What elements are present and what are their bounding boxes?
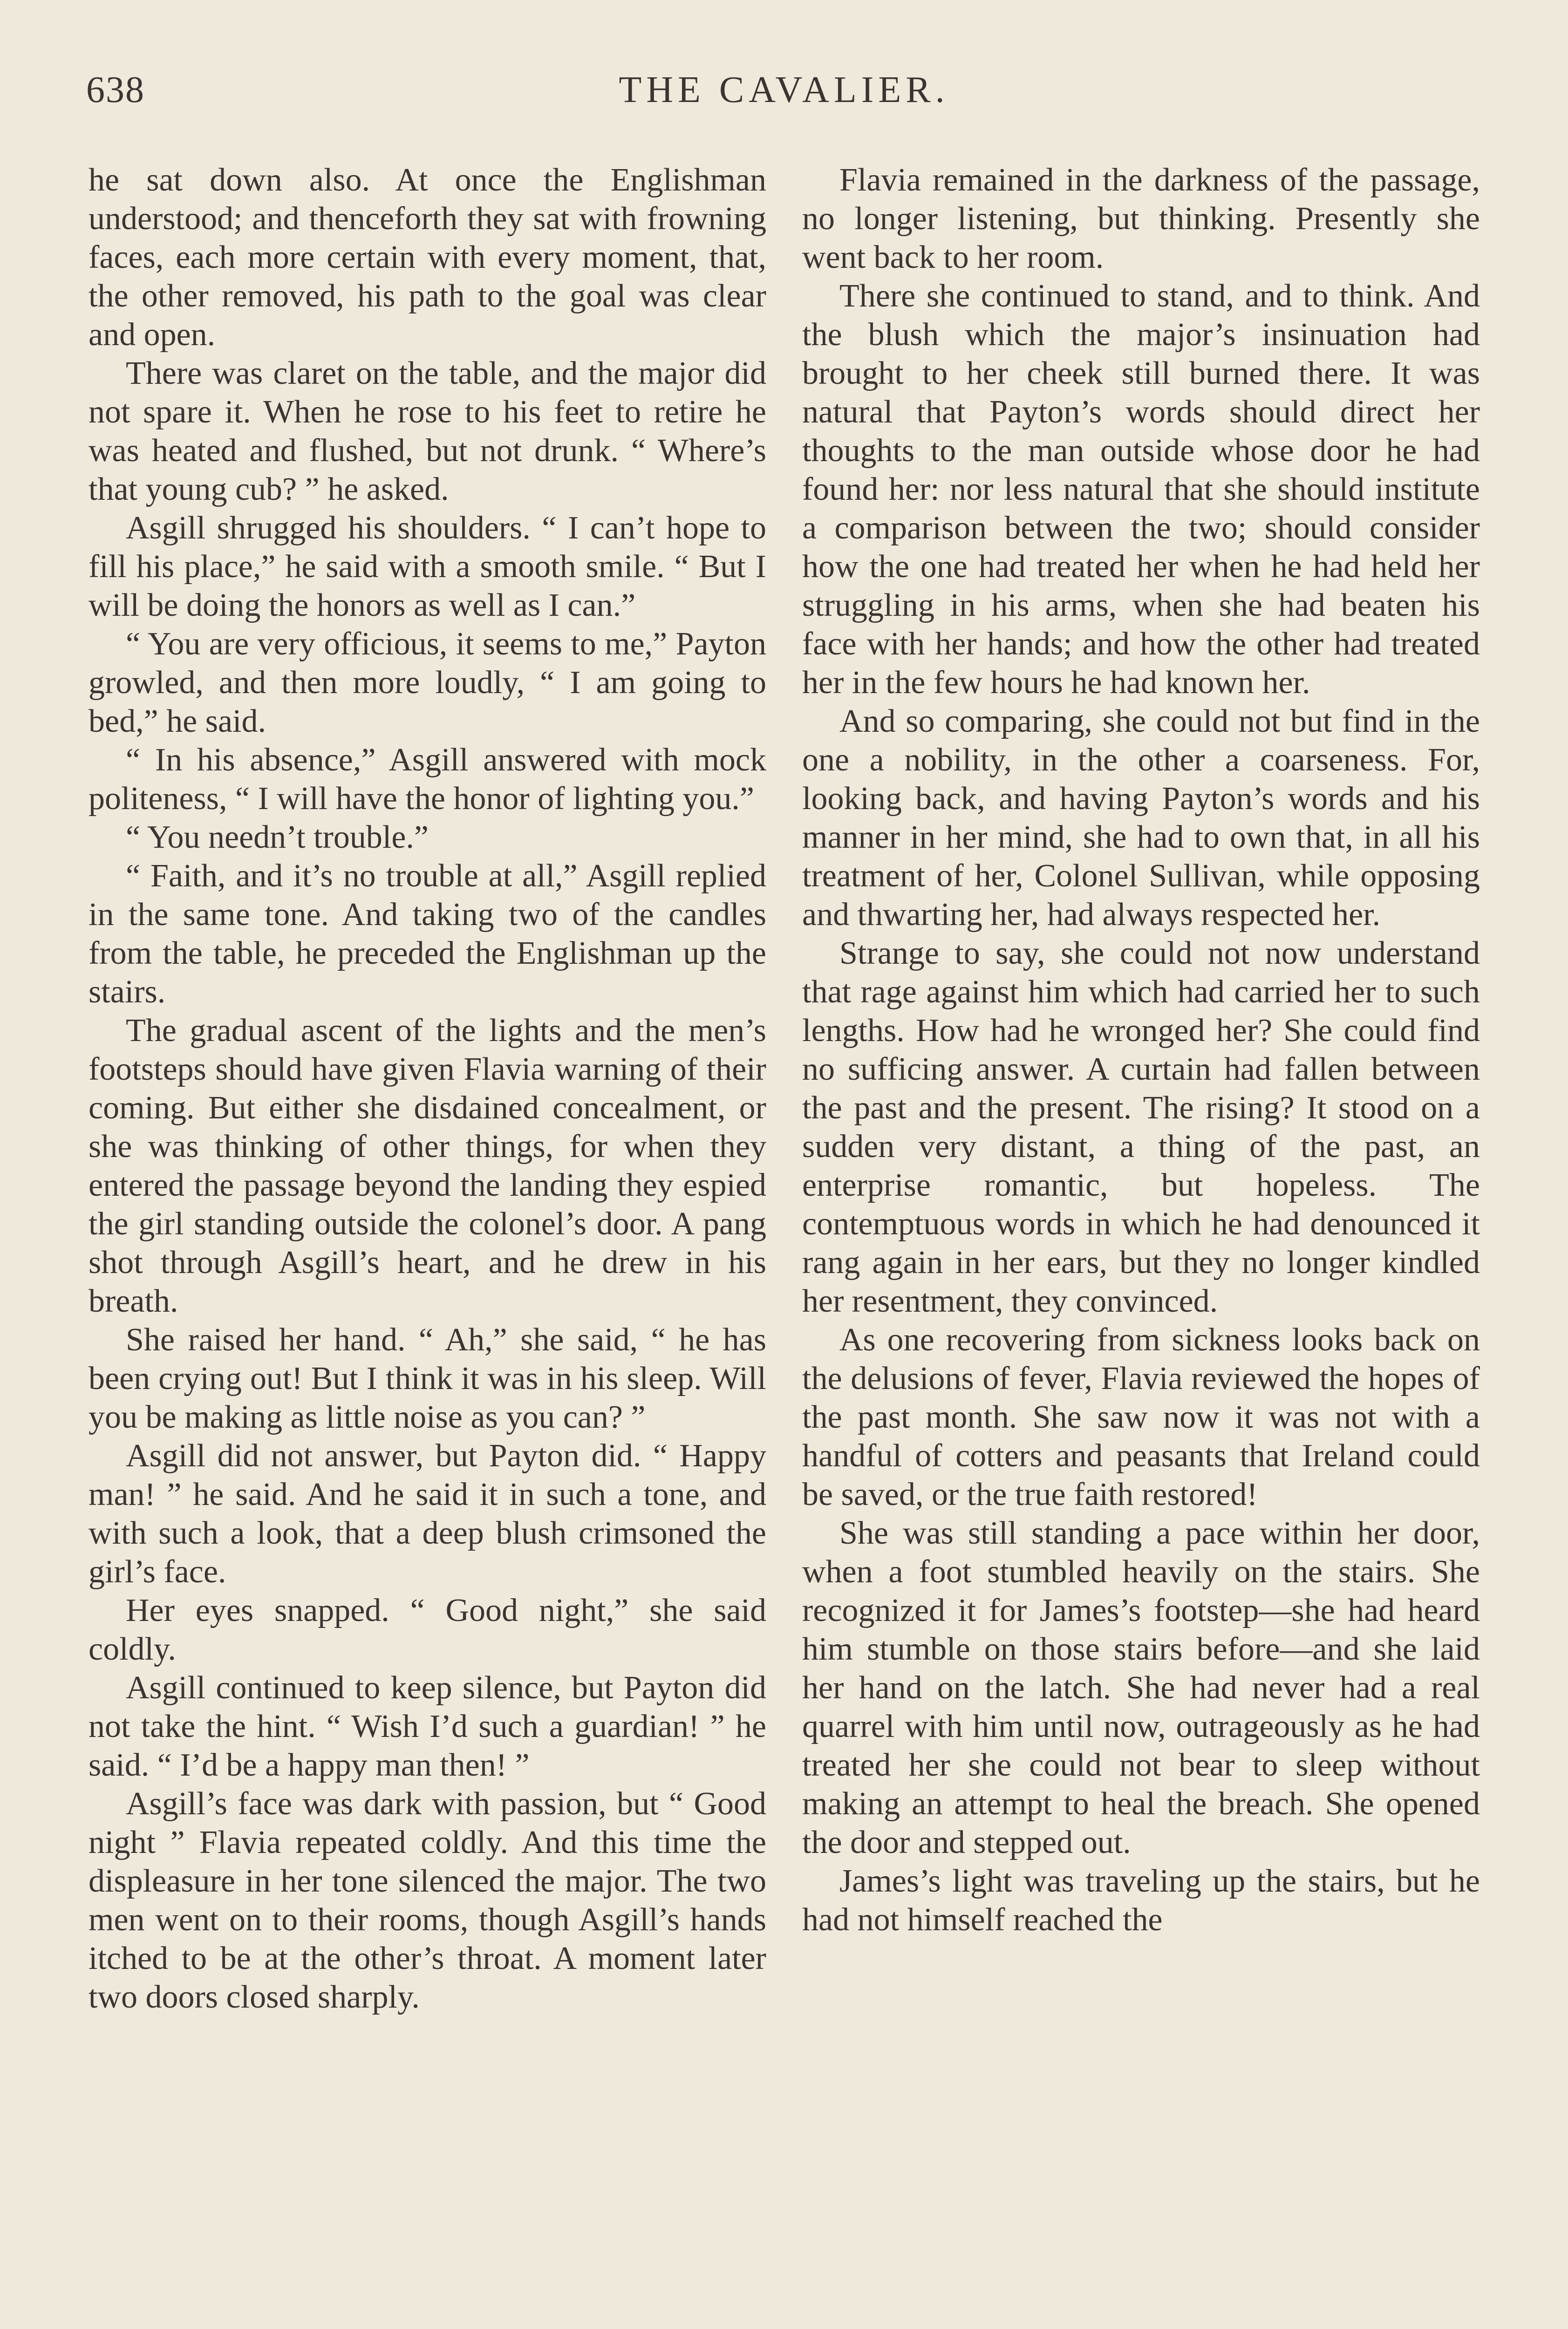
paragraph: Asgill continued to keep silence, but Payton did not take the hint. “ Wish I’d such a guardian! ” he said. “ I’d be a happy man then! ” [89, 1670, 766, 1783]
paragraph: Asgill’s face was dark with passion, but “ Good night ” Flavia repeated coldly. And this time the displeasure in her tone silenced the major. The two men went on to their rooms, though Asgill’s hands itched to be at the other’s throat. A moment later two doors closed sharply. [89, 1786, 766, 2015]
paragraph: Asgill did not answer, but Payton did. “ Happy man! ” he said. And he said it in such a tone, and with such a look, that a deep blush crimsoned the girl’s face. [89, 1438, 766, 1590]
paragraph: She raised her hand. “ Ah,” she said, “ he has been crying out! But I think it was in his sleep. Will you be making as little noise as you can? ” [89, 1322, 766, 1435]
paragraph: “ Faith, and it’s no trouble at all,” Asgill replied in the same tone. And taking two of the candles from the table, he preceded the Englishman up the stairs. [89, 858, 766, 1010]
paragraph: James’s light was traveling up the stairs, but he had not himself reached the [802, 1863, 1480, 1938]
page-number: 638 [86, 69, 145, 110]
running-head: THE CAVALIER. [619, 69, 949, 110]
paragraph: he sat down also. At once the Englishman understood; and thenceforth they sat with frowning faces, each more certain with every moment, that, the other removed, his path to the goal was clear and open. [89, 162, 766, 353]
paragraph: Flavia remained in the darkness of the passage, no longer listening, but thinking. Presently she went back to her room. [802, 162, 1480, 275]
paragraph: There was claret on the table, and the major did not spare it. When he rose to his feet to retire he was heated and flushed, but not drunk. “ Where’s that young cub? ” he asked. [89, 355, 766, 507]
paragraph: Strange to say, she could not now understand that rage against him which had carried her to such lengths. How had he wronged her? She could find no sufficing answer. A curtain had fallen between the past and the present. The rising? It stood on a sudden very distant, a thing of the past, an enterprise romantic, but hopeless. The contemptuous words in which he had denounced it rang again in her ears, but they no longer kindled her resentment, they convinced. [802, 935, 1480, 1319]
right-column [802, 161, 1480, 1939]
paragraph: Her eyes snapped. “ Good night,” she said coldly. [89, 1593, 766, 1667]
paragraph: And so comparing, she could not but find in the one a nobility, in the other a coarseness. For, looking back, and having Payton’s words and his manner in her mind, she had to own that, in all his treatment of her, Colonel Sullivan, while opposing and thwarting her, had always respected her. [802, 703, 1480, 933]
paragraph: Asgill shrugged his shoulders. “ I can’t hope to fill his place,” he said with a smooth smile. “ But I will be doing the honors as well as I can.” [89, 510, 766, 623]
paragraph: “ You are very officious, it seems to me,” Payton growled, and then more loudly, “ I am going to bed,” he said. [89, 626, 766, 739]
paragraph: She was still standing a pace within her door, when a foot stumbled heavily on the stairs. She recognized it for James’s footstep—she had heard him stumble on those stairs before—and she laid her hand on the latch. She had never had a real quarrel with him until now, outrageously as he had treated her she could not bear to sleep without making an attempt to heal the breach. She opened the door and stepped out. [802, 1515, 1480, 1860]
left-column [89, 161, 766, 2016]
paragraph: “ In his absence,” Asgill answered with mock politeness, “ I will have the honor of lighting you.” [89, 742, 766, 817]
paragraph: “ You needn’t trouble.” [126, 819, 429, 855]
paragraph: The gradual ascent of the lights and the men’s footsteps should have given Flavia warning of their coming. But either she disdained concealment, or she was thinking of other things, for when they entered the passage beyond the landing they espied the girl standing outside the colonel’s door. A pang shot through Asgill’s heart, and he drew in his breath. [89, 1013, 766, 1319]
paragraph: There she continued to stand, and to think. And the blush which the major’s insinuation had brought to her cheek still burned there. It was natural that Payton’s words should direct her thoughts to the man outside whose door he had found her: nor less natural that she should institute a comparison between the two; should consider how the one had treated her when he had held her struggling in his arms, when she had beaten his face with her hands; and how the other had treated her in the few hours he had known her. [802, 278, 1480, 701]
paragraph: As one recovering from sickness looks back on the delusions of fever, Flavia reviewed the hopes of the past month. She saw now it was not with a handful of cotters and peasants that Ireland could be saved, or the true faith restored! [802, 1322, 1480, 1512]
